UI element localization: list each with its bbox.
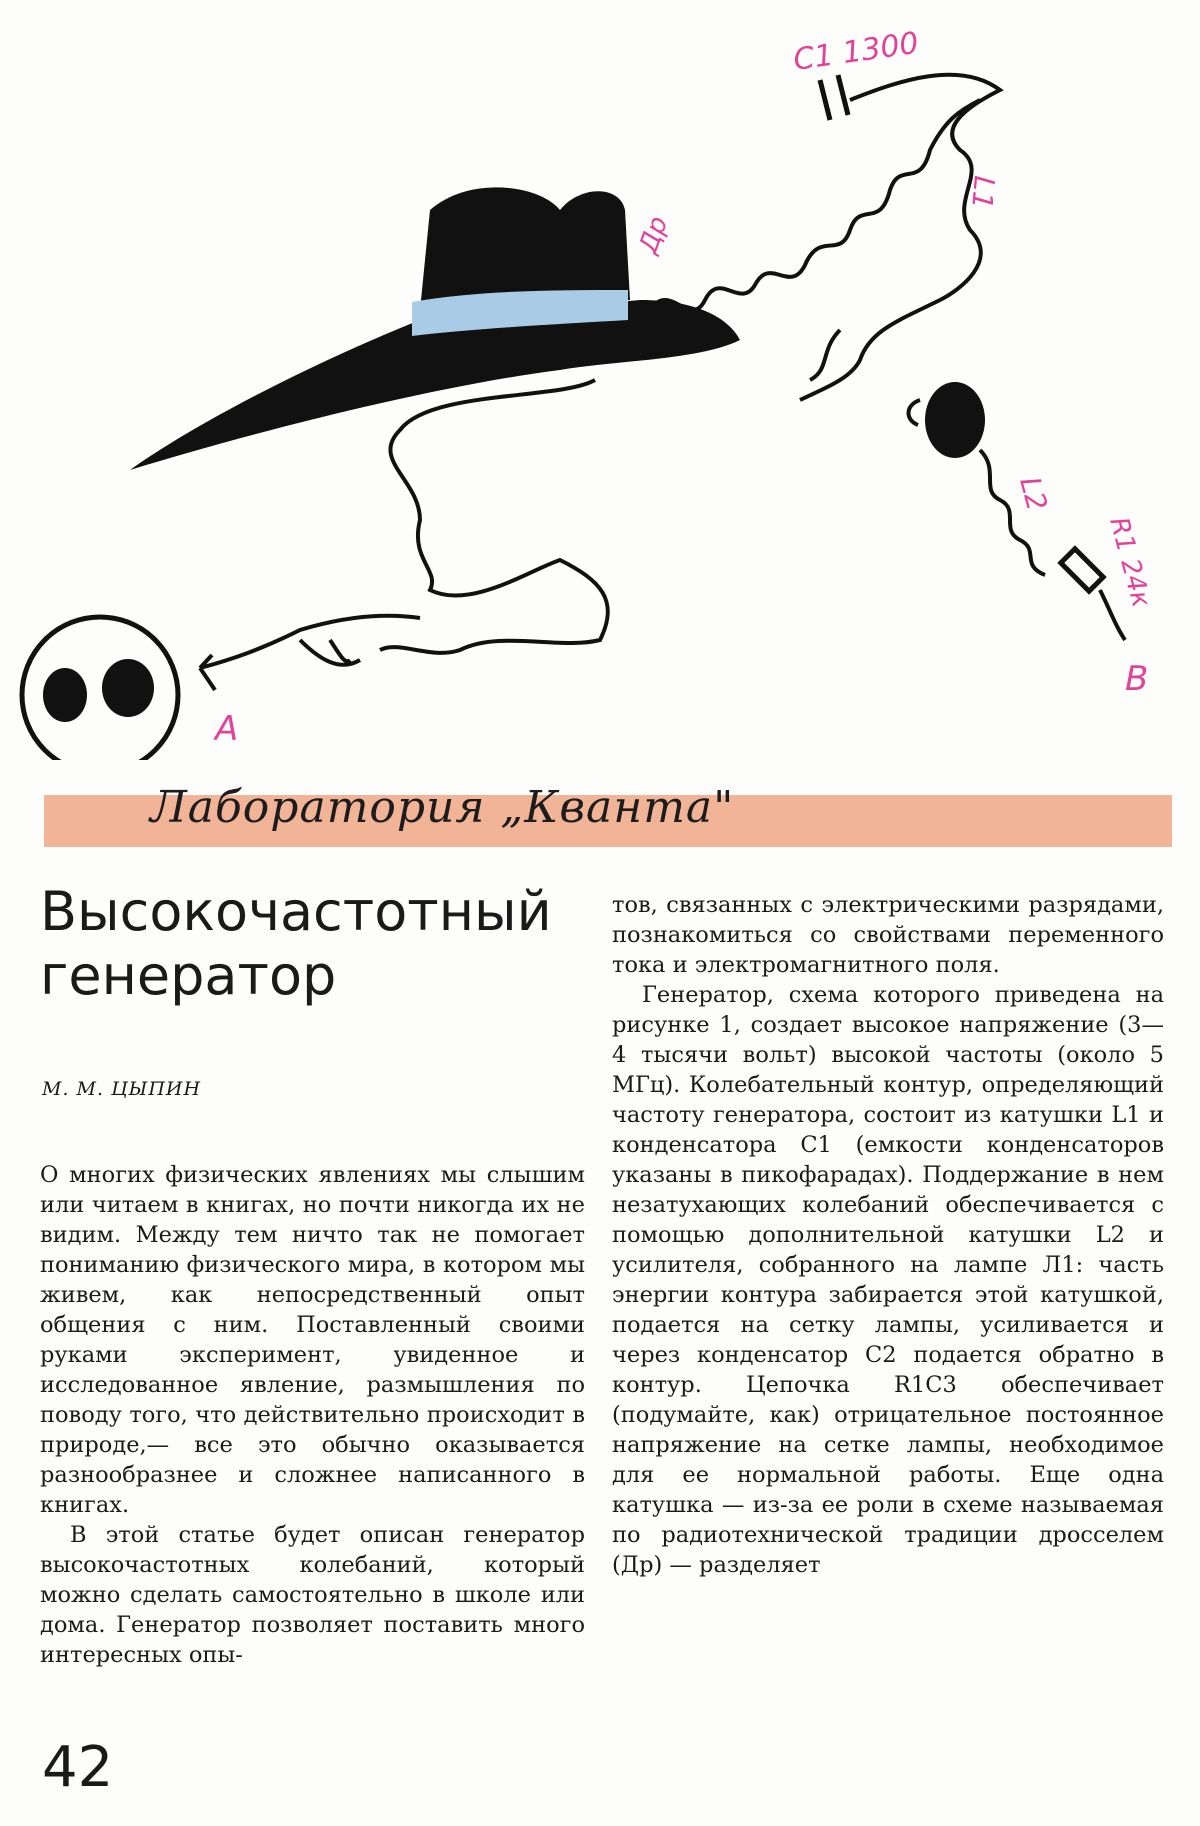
label-l1: L1 [965, 174, 1001, 211]
choke-coil [650, 100, 980, 310]
left-column [40, 1160, 585, 1670]
hand-wire [200, 616, 420, 690]
label-b: B [1125, 659, 1149, 699]
article-author: М. М. ЦЫПИН [42, 1078, 202, 1100]
label-a: A [215, 709, 239, 749]
lamp-icon [908, 382, 985, 458]
label-l2: L2 [1013, 473, 1054, 515]
article-title: Высокочастотный генератор [40, 880, 552, 1007]
capacitor-c1-icon [820, 75, 848, 120]
section-banner-label: Лаборатория „Кванта" [150, 782, 735, 833]
paragraph: Генератор, схема которого приведена на рисунке 1, создает высокое напряжение (3—4 тысячи вольт) высокой частоты (около 5 МГц). Колебательный контур, определяющий частоту генератора, состоит из катушки L1 и конденсатора C1 (емкости конденсаторов указаны в пикофарадах). Поддержание в нем незатухающих колебаний обеспечивается с помощью дополнительной катушки L2 и усилителя, собранного на лампе Л1: часть энергии контура забирается этой катушкой, подается на сетку лампы, усиливается и через конденсатор C2 подается обратно в контур. Цепочка R1C3 обеспечивает (подумайте, как) отрицательное постоянное напряжение на сетке лампы, необходимое для ее нормальной работы. Еще одна катушка — из-за ее роли в схеме называемая по радиотехнической традиции дросселем (Др) — разделяет [612, 982, 1164, 1578]
label-dr: Др [633, 212, 675, 258]
paragraph: В этой статье будет описан генератор высокочастотных колебаний, который можно сделать самостоятельно в школе или дома. Генератор позволяет поставить много интересных опы- [40, 1522, 585, 1668]
label-c1: C1 1300 [791, 25, 921, 78]
coil-l2 [980, 450, 1045, 575]
label-r1: R1 24к [1103, 514, 1156, 611]
circuit-illustration [0, 0, 1200, 760]
plug-icon [22, 617, 178, 760]
paragraph: тов, связанных с электрическими разрядами, познакомиться со свойствами переменного тока и электромагнитного поля. [612, 892, 1164, 978]
right-column [612, 890, 1164, 1580]
page-number: 42 [42, 1735, 114, 1800]
face-profile-wire [380, 380, 608, 653]
bird-coil-l1 [800, 75, 1000, 400]
paragraph: О многих физических явлениях мы слышим или читаем в книгах, но почти никогда их не видим. Между тем ничто так не помогает пониманию физического мира, в котором мы живем, как непосредственный опыт общения с ним. Поставленный своими руками эксперимент, увиденное и исследованное явление, размышления по поводу того, что действительно происходит в природе,— все это обычно оказывается разнообразнее и сложнее написанного в книгах. [40, 1162, 585, 1518]
